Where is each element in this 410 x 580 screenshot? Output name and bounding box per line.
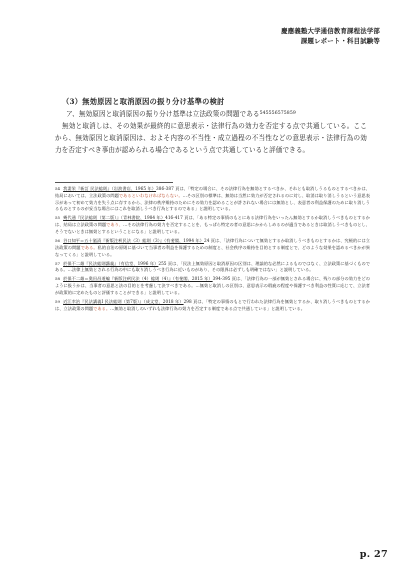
footnote-text: 298 頁は、「特定の事情のもとで行われた法律行為を無効とするか、取り消しうべきものとするかは、立法政策の問題 [55,298,370,311]
footnote-tail: …その法律行為の効力を否定することを、もっぱら特定の者の意思にかからしめるのが適当であるときは取消しうべきものとし、そうでないときは無効とするということになる」と説明している。 [55,222,371,234]
footnote-emphasis: である。 [93,305,111,311]
footnote-source: 幾代通『民法総則（第二版）』（青林書院、1984 年） [63,215,166,221]
header-university: 慶應義塾大学通信教育課程法学部 [281,27,380,35]
sub-title-text: ア、無効原因と取消原因の振り分け基準は立法政策の問題である [66,110,260,118]
footnote-text: 255 頁は、「民法上無効原因と取消原因の区別は、理論的な必然によるものではなく、立法政策に基づくものである。 [55,260,371,273]
body-text [55,120,367,156]
footnote-source: 我妻栄『新訂 民法総則』（岩波書店、1965 年） [63,186,157,191]
page-number: p. 27 [359,549,388,560]
page-header [281,26,380,46]
footnote-item [55,276,370,296]
header-report-type: 課題レポート・科目試験等 [300,37,380,45]
footnote-divider [55,182,173,183]
footnote-tail: …無効と取消しの区別は、意思表示の瑕疵の程度や保護すべき利益の性質に応じて、立法者が政策的に定めたものと評価することができる」と説明している。 [55,283,370,295]
footnote-tail: …法律上無効とされる行為の中にも取り消しうべき行為に近いものがあり、その限界は必ずしも明確ではない」と説明している。 [67,267,314,273]
footnote-number: 54 [55,186,61,191]
footnotes [55,186,370,315]
footnote-tail: …その区別の標準は、無効は当然に効力が否定されるのに対し、取消は取り消しうるという意思表示があって初めて効力を失う点に存するから、法律の秩序維持のためにその効力を認めることが許されない場合には無効とし、表意者の利益保護のために取り消しうるものとするのが妥当な場合にはこれを取消しうべき行為とするのである」と説明している。 [55,192,370,212]
footnote-text: 386-387 頁は、「特定の場合に、その法律行為を無効とするべきか、それとも取消しうるものとするべきかは、結局においては、立法政策の問題 [55,186,370,198]
sub-title [66,108,296,118]
footnote-item [55,299,370,313]
footnote-source: 於保不二雄＝奥田昌道編『新版注釈民法（4）総則（4）』（有斐閣、2015 年） [63,276,213,282]
footnote-number: 57 [55,260,61,266]
footnote-number: 56 [55,237,61,243]
footnote-item [55,215,370,235]
footnote-emphasis: であり、 [106,222,124,228]
footnote-reference: 545556575859 [259,111,296,116]
footnote-item [55,238,370,258]
footnote-tail: …無効と取消しのいずれも法律行為の効力を否定する制度である点で共通している」と説明している。 [110,305,306,311]
body-paragraph: 無効と取消しは、その効果が最終的に意思表示・法律行為の効力を否定する点で共通している。ここから、無効原因と取消原因は、およそ内容の不当性・成立過程の不当性などの意思表示・法律行為の効力を否定すべき事由が認められる場合であるという点で共通していると評価できる。 [55,122,367,154]
footnote-text: 394-395 頁は、「法律行為の一部が無効とされる場合に、残りの部分の効力をどのように扱うかは、当事者の意思と法の目的とを考慮して決すべきである。 [55,276,370,289]
footnote-source: 於保不二雄『民法総則講義』（有信堂、1996 年） [63,260,159,266]
footnote-item [55,186,370,213]
footnote-source: 谷口知平＝五十嵐清『新版注釈民法（3）総則（3）』（有斐閣、1994 年） [63,237,204,243]
footnote-emphasis: であるといわなければならない。 [118,192,183,198]
section-title: （3）無効原因と取消原因の振り分け基準の検討 [62,97,225,106]
footnote-text: 24 頁は、「法律行為について無効とするか取消しうべきものとするかは、究極的には立法政策の問題 [55,237,370,250]
footnote-number: 59 [55,298,61,304]
footnote-emphasis: である。 [80,244,98,250]
footnote-number: 58 [55,276,61,282]
footnote-item [55,261,370,275]
footnote-text: 416-417 頁は、「ある特定の事情のもとにある法律行為をいったん無効とするか取消しうべきものとするかは、結局は立法政策の問題 [55,215,370,228]
footnote-number: 55 [55,215,61,221]
footnote-tail: 私的自治の原則に基づいて当事者の利益を保護するための制度と、社会秩序の維持を目的とする制度とで、どのような効果を認めるべきかが異なってくる」と説明している。 [55,244,371,257]
footnote-source: 近江幸治『民法講義Ⅰ 民法総則（第7版）』（成文堂、2018 年） [63,298,184,304]
